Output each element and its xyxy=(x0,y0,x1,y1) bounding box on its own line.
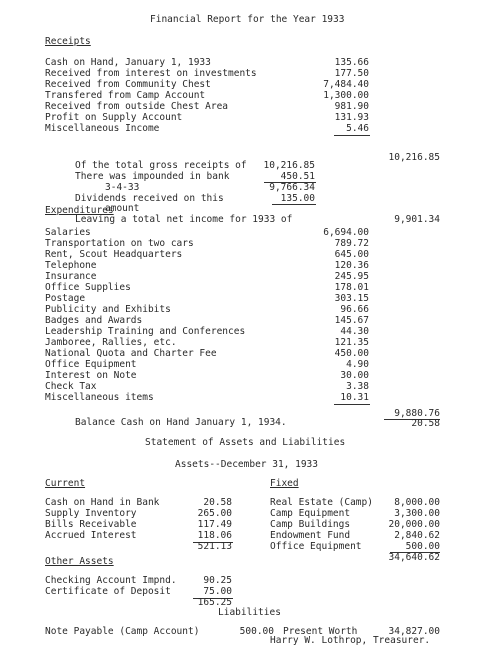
balance-value: 20.58 xyxy=(411,418,440,429)
expense-amount: 10.31 xyxy=(340,392,369,403)
receipt-label: Received from outside Chest Area xyxy=(45,101,229,112)
expense-amount: 145.67 xyxy=(334,315,369,326)
gross-label: Of the total gross receipts of xyxy=(75,160,247,171)
fixed-asset-label: Office Equipment xyxy=(270,541,362,552)
receipt-amount: 5.46 xyxy=(346,123,369,134)
fixed-asset-amount: 20,000.00 xyxy=(388,519,440,530)
expense-amount: 3.38 xyxy=(346,381,369,392)
expenditures-total: 9,880.76 xyxy=(394,408,440,419)
net-income-label: Leaving a total net income for 1933 of xyxy=(75,214,293,225)
fixed-total: 34,640.62 xyxy=(388,552,440,563)
expense-amount: 121.35 xyxy=(334,337,369,348)
receipts-total: 10,216.85 xyxy=(388,152,440,163)
receipt-label: Received from interest on investments xyxy=(45,68,257,79)
current-asset-label: Accrued Interest xyxy=(45,530,137,541)
expense-amount: 44.30 xyxy=(340,326,369,337)
other-asset-label: Certificate of Deposit xyxy=(45,586,171,597)
expense-label: Miscellaneous items xyxy=(45,392,154,403)
dividends-label-cont: amount xyxy=(105,203,140,214)
current-asset-amount: 265.00 xyxy=(197,508,232,519)
other-asset-amount: 90.25 xyxy=(203,575,232,586)
fixed-asset-label: Real Estate (Camp) xyxy=(270,497,373,508)
liabilities-heading: Liabilities xyxy=(218,607,281,618)
expense-amount: 30.00 xyxy=(340,370,369,381)
expense-label: Office Equipment xyxy=(45,359,137,370)
after-impound-value: 9,766.34 xyxy=(269,182,315,193)
expense-label: National Quota and Charter Fee xyxy=(45,348,217,359)
fixed-asset-label: Camp Buildings xyxy=(270,519,351,530)
receipt-label: Miscellaneous Income xyxy=(45,123,160,134)
current-asset-label: Cash on Hand in Bank xyxy=(45,497,160,508)
receipt-amount: 1,300.00 xyxy=(323,90,369,101)
receipt-amount: 177.50 xyxy=(334,68,369,79)
expense-amount: 645.00 xyxy=(334,249,369,260)
fixed-asset-amount: 500.00 xyxy=(405,541,440,552)
expense-label: Salaries xyxy=(45,227,91,238)
expense-amount: 120.36 xyxy=(334,260,369,271)
expenditures-underline xyxy=(334,404,370,405)
expense-label: Jamboree, Rallies, etc. xyxy=(45,337,177,348)
note-payable-value: 500.00 xyxy=(239,626,274,637)
fixed-heading: Fixed xyxy=(270,478,299,489)
receipt-amount: 7,484.40 xyxy=(323,79,369,90)
expense-amount: 789.72 xyxy=(334,238,369,249)
treasurer-signature: Harry W. Lothrop, Treasurer. xyxy=(270,635,431,646)
balance-label: Balance Cash on Hand January 1, 1934. xyxy=(75,417,287,428)
dividends-value: 135.00 xyxy=(280,193,315,204)
receipt-label: Profit on Supply Account xyxy=(45,112,183,123)
expense-label: Transportation on two cars xyxy=(45,238,194,249)
receipt-label: Transfered from Camp Account xyxy=(45,90,206,101)
expense-amount: 303.15 xyxy=(334,293,369,304)
expense-amount: 6,694.00 xyxy=(323,227,369,238)
current-asset-amount: 20.58 xyxy=(203,497,232,508)
dividends-underline xyxy=(272,204,316,205)
gross-value: 10,216.85 xyxy=(263,160,315,171)
fixed-asset-label: Camp Equipment xyxy=(270,508,351,519)
expense-amount: 178.01 xyxy=(334,282,369,293)
receipts-underline xyxy=(334,135,370,136)
current-asset-amount: 117.49 xyxy=(197,519,232,530)
impounded-date: 3-4-33 xyxy=(105,182,140,193)
fixed-asset-amount: 8,000.00 xyxy=(394,497,440,508)
note-payable-label: Note Payable (Camp Account) xyxy=(45,626,200,637)
expense-amount: 245.95 xyxy=(334,271,369,282)
receipts-heading: Receipts xyxy=(45,36,91,47)
expense-label: Postage xyxy=(45,293,86,304)
net-income-value: 9,901.34 xyxy=(394,214,440,225)
receipt-label: Cash on Hand, January 1, 1933 xyxy=(45,57,211,68)
impounded-label: There was impounded in bank xyxy=(75,171,230,182)
fixed-asset-label: Endowment Fund xyxy=(270,530,351,541)
other-asset-label: Checking Account Impnd. xyxy=(45,575,177,586)
fixed-asset-amount: 2,840.62 xyxy=(394,530,440,541)
receipt-label: Received from Community Chest xyxy=(45,79,211,90)
other-assets-heading: Other Assets xyxy=(45,556,114,567)
expenditures-heading-text: Expenditures xyxy=(45,205,114,216)
expense-label: Interest on Note xyxy=(45,370,137,381)
dividends-label: Dividends received on this xyxy=(75,193,224,204)
current-heading: Current xyxy=(45,478,86,489)
statement-heading: Statement of Assets and Liabilities xyxy=(145,437,346,448)
other-total: 165.25 xyxy=(197,597,232,608)
expense-amount: 4.90 xyxy=(346,359,369,370)
expense-label: Insurance xyxy=(45,271,97,282)
expense-label: Publicity and Exhibits xyxy=(45,304,171,315)
expense-amount: 96.66 xyxy=(340,304,369,315)
expense-label: Check Tax xyxy=(45,381,97,392)
assets-subheading: Assets--December 31, 1933 xyxy=(175,459,318,470)
present-worth-value: 34,827.00 xyxy=(388,626,440,637)
current-asset-label: Supply Inventory xyxy=(45,508,137,519)
receipt-amount: 131.93 xyxy=(334,112,369,123)
current-asset-label: Bills Receivable xyxy=(45,519,137,530)
receipt-amount: 135.66 xyxy=(334,57,369,68)
present-worth-label: Present Worth xyxy=(283,626,358,637)
expense-amount: 450.00 xyxy=(334,348,369,359)
current-total: 521.13 xyxy=(197,541,232,552)
impounded-value: 450.51 xyxy=(280,171,315,182)
current-asset-amount: 118.06 xyxy=(197,530,232,541)
expense-label: Badges and Awards xyxy=(45,315,143,326)
expense-label: Office Supplies xyxy=(45,282,131,293)
receipt-amount: 981.90 xyxy=(334,101,369,112)
other-asset-amount: 75.00 xyxy=(203,586,232,597)
expense-label: Leadership Training and Conferences xyxy=(45,326,246,337)
report-title: Financial Report for the Year 1933 xyxy=(150,14,345,25)
fixed-asset-amount: 3,300.00 xyxy=(394,508,440,519)
expense-label: Telephone xyxy=(45,260,97,271)
expense-label: Rent, Scout Headquarters xyxy=(45,249,183,260)
